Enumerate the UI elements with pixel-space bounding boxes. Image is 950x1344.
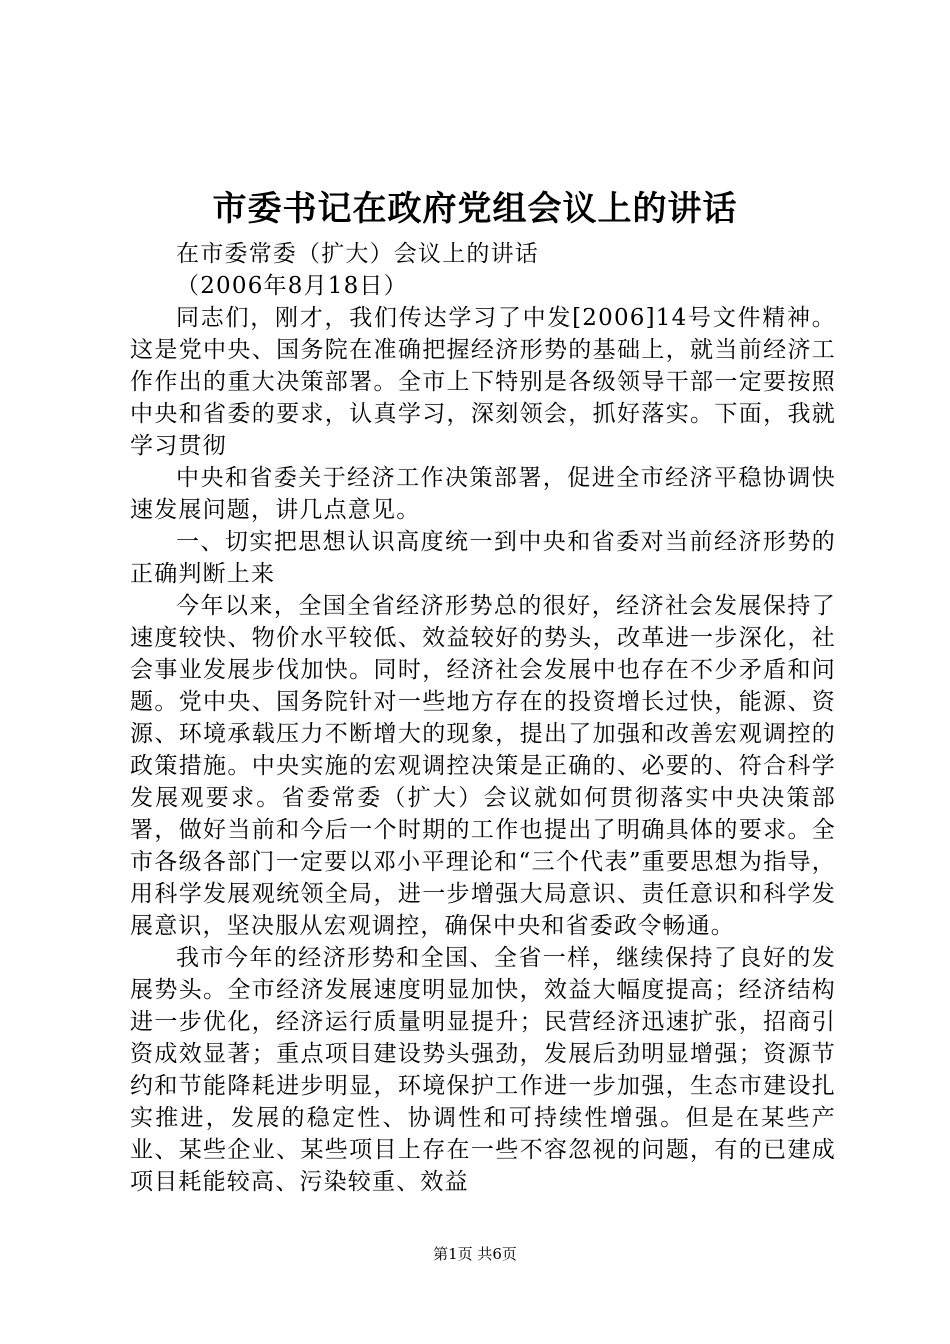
section-heading-paragraph: 一、切实把思想认识高度统一到中央和省委对当前经济形势的正确判断上来 xyxy=(130,529,836,587)
subtitle-paragraph: 在市委常委（扩大）会议上的讲话 xyxy=(176,241,539,267)
date-paragraph: （2006年8月18日） xyxy=(176,273,408,299)
document-body xyxy=(130,238,836,1198)
document-title: 市委书记在政府党组会议上的讲话 xyxy=(212,189,738,229)
body-paragraph: 中央和省委关于经济工作决策部署，促进全市经济平稳协调快速发展问题，讲几点意见。 xyxy=(130,465,836,523)
page-footer: 第1页 共6页 xyxy=(433,1245,517,1263)
body-paragraph: 我市今年的经济形势和全国、全省一样，继续保持了良好的发展势头。全市经济发展速度明显加快，效益大幅度提高；经济结构进一步优化，经济运行质量明显提升；民营经济迅速扩张，招商引资成效显著；重点项目建设势头强劲，发展后劲明显增强；资源节约和节能降耗进步明显，环境保护工作进一步加强，生态市建设扎实推进，发展的稳定性、协调性和可持续性增强。但是在某些产业、某些企业、某些项目上存在一些不容忽视的问题，有的已建成项目耗能较高、污染较重、效益 xyxy=(130,945,836,1195)
body-paragraph: 同志们，刚才，我们传达学习了中发[2006]14号文件精神。这是党中央、国务院在准确把握经济形势的基础上，就当前经济工作作出的重大决策部署。全市上下特别是各级领导干部一定要按照中央和省委的要求，认真学习，深刻领会，抓好落实。下面，我就学习贯彻 xyxy=(130,305,836,459)
body-paragraph: 今年以来，全国全省经济形势总的很好，经济社会发展保持了速度较快、物价水平较低、效益较好的势头，改革进一步深化，社会事业发展步伐加快。同时，经济社会发展中也存在不少矛盾和问题。党中央、国务院针对一些地方存在的投资增长过快，能源、资源、环境承载压力不断增大的现象，提出了加强和改善宏观调控的政策措施。中央实施的宏观调控决策是正确的、必要的、符合科学发展观要求。省委常委（扩大）会议就如何贯彻落实中央决策部署，做好当前和今后一个时期的工作也提出了明确具体的要求。全市各级各部门一定要以邓小平理论和“三个代表”重要思想为指导，用科学发展观统领全局，进一步增强大局意识、责任意识和科学发展意识，坚决服从宏观调控，确保中央和省委政令畅通。 xyxy=(130,593,836,939)
